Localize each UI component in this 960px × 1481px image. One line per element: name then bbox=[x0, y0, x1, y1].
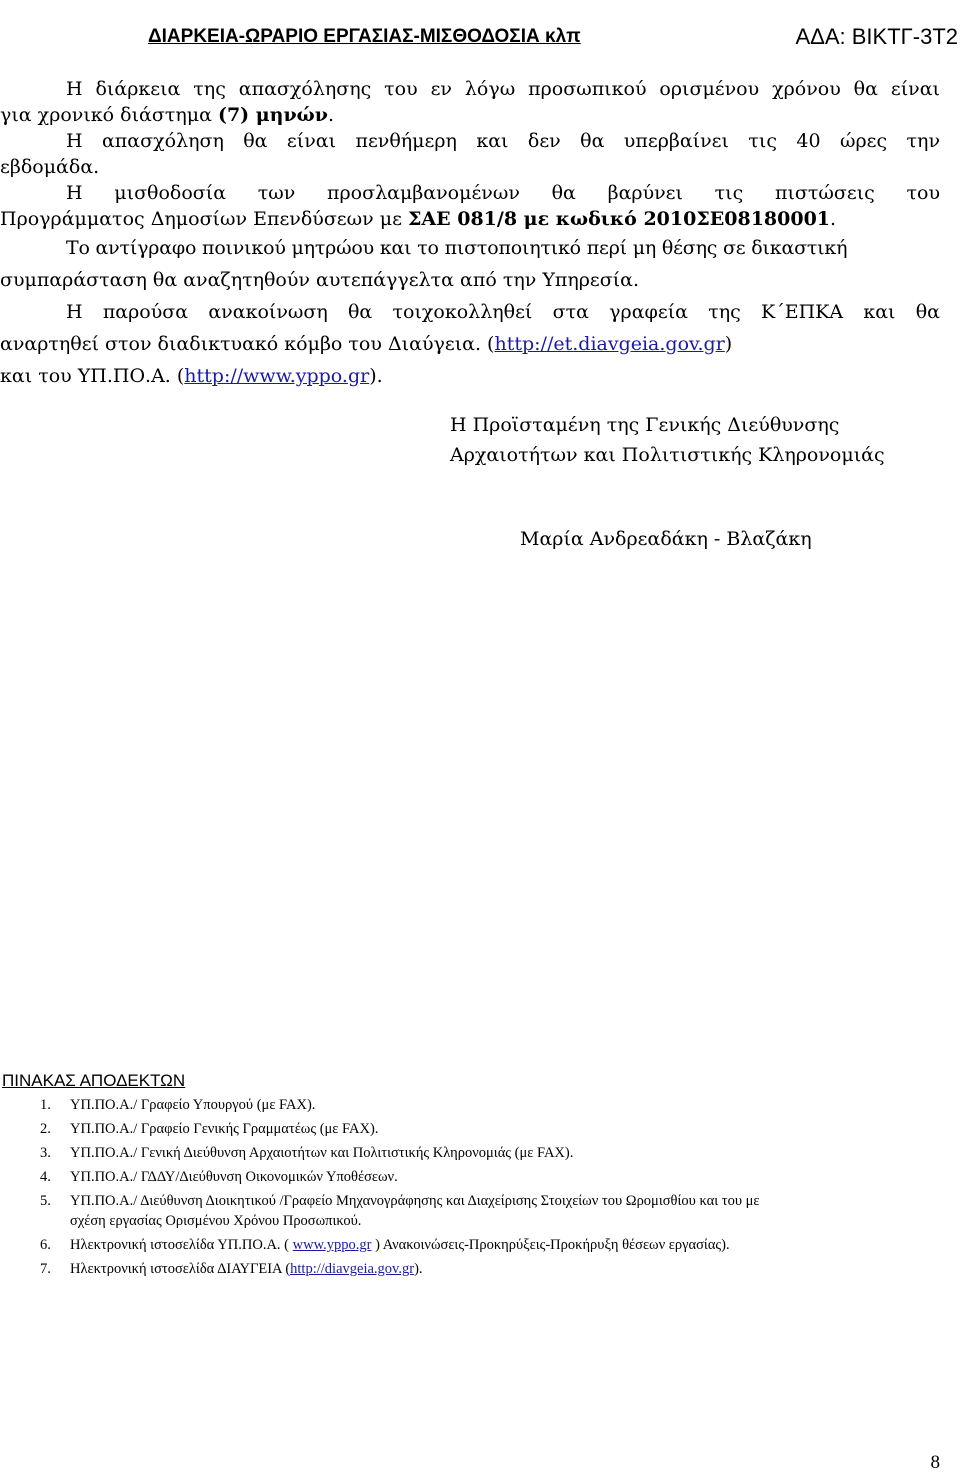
list-item: 4. ΥΠ.ΠΟ.Α./ ΓΔΔΥ/Διεύθυνση Οικονομικών Υποθέσεων. bbox=[40, 1169, 398, 1185]
paragraph-payroll-line2: Προγράμματος Δημοσίων Επενδύσεων με ΣΑΕ 081/8 με κωδικό 2010ΣΕ08180001. bbox=[0, 208, 837, 230]
signatory-name: Μαρία Ανδρεαδάκη - Βλαζάκη bbox=[520, 528, 812, 550]
paragraph-records-line1: Το αντίγραφο ποινικού μητρώου και το πιστοποιητικό περί μη θέσης σε δικαστική bbox=[66, 237, 848, 259]
paragraph-schedule-line1: Η απασχόληση θα είναι πενθήμερη και δεν θα υπερβαίνει τις 40 ώρες την bbox=[66, 130, 940, 152]
signature-title-line2: Αρχαιοτήτων και Πολιτιστικής Κληρονομιάς bbox=[450, 444, 885, 466]
diavgeia-link[interactable]: http://et.diavgeia.gov.gr bbox=[494, 333, 725, 355]
paragraph-posting-line1: Η παρούσα ανακοίνωση θα τοιχοκολληθεί στα γραφεία της Κ΄ΕΠΚΑ και θα bbox=[66, 301, 940, 323]
list-item: 2. ΥΠ.ΠΟ.Α./ Γραφείο Γενικής Γραμματέως (με FAX). bbox=[40, 1121, 379, 1137]
yppo-link-list[interactable]: www.yppo.gr bbox=[292, 1237, 372, 1253]
duration-months: (7) μηνών bbox=[217, 104, 328, 126]
signature-title-line1: Η Προϊσταμένη της Γενικής Διεύθυνσης bbox=[450, 414, 840, 436]
paragraph-duration-line1: Η διάρκεια της απασχόλησης του εν λόγω προσωπικού ορισμένου χρόνου θα είναι bbox=[66, 78, 940, 100]
document-body bbox=[0, 76, 940, 392]
ada-code: ΑΔΑ: ΒΙΚΤΓ-3Τ2 bbox=[795, 24, 958, 49]
list-item: 6. Ηλεκτρονική ιστοσελίδα ΥΠ.ΠΟ.Α. ( www.yppo.gr ) Ανακοινώσεις-Προκηρύξεις-Προκήρυξη θέσεων εργασίας). bbox=[40, 1237, 730, 1253]
list-item: 7. Ηλεκτρονική ιστοσελίδα ΔΙΑΥΓΕΙΑ (http://diavgeia.gov.gr). bbox=[40, 1261, 423, 1277]
paragraph-duration-line2: για χρονικό διάστημα (7) μηνών. bbox=[0, 104, 334, 126]
paragraph-posting-line2: αναρτηθεί στον διαδικτυακό κόμβο του Διαύγεια. (http://et.diavgeia.gov.gr) bbox=[0, 333, 733, 355]
paragraph-posting-line3: και του ΥΠ.ΠΟ.Α. (http://www.yppo.gr). bbox=[0, 365, 383, 387]
recipients-list bbox=[40, 1095, 942, 1283]
diavgeia-link-list[interactable]: http://diavgeia.gov.gr bbox=[290, 1261, 415, 1277]
list-item: 1. ΥΠ.ΠΟ.Α./ Γραφείο Υπουργού (με FAX). bbox=[40, 1097, 316, 1113]
paragraph-records-line2: συμπαράσταση θα αναζητηθούν αυτεπάγγελτα από την Υπηρεσία. bbox=[0, 269, 640, 291]
recipients-title: ΠΙΝΑΚΑΣ ΑΠΟΔΕΚΤΩΝ bbox=[2, 1071, 186, 1090]
section-title: ΔΙΑΡΚΕΙΑ-ΩΡΑΡΙΟ ΕΡΓΑΣΙΑΣ-ΜΙΣΘΟΔΟΣΙΑ κλπ bbox=[148, 26, 581, 47]
page-number: 8 bbox=[930, 1452, 940, 1473]
budget-code: ΣΑΕ 081/8 με κωδικό 2010ΣΕ08180001 bbox=[407, 208, 831, 230]
yppo-link[interactable]: http://www.yppo.gr bbox=[184, 365, 370, 387]
paragraph-schedule-line2: εβδομάδα. bbox=[0, 156, 100, 178]
paragraph-payroll-line1: Η μισθοδοσία των προσλαμβανομένων θα βαρύνει τις πιστώσεις του bbox=[66, 182, 940, 204]
list-item: 5. ΥΠ.ΠΟ.Α./ Διεύθυνση Διοικητικού /Γραφείο Μηχανογράφησης και Διαχείρισης Στοιχείων του Ωρομισθίου και του με σχέση εργασίας Ορισμένου Χρόνου Προσωπικού. bbox=[40, 1193, 760, 1229]
list-item: 3. ΥΠ.ΠΟ.Α./ Γενική Διεύθυνση Αρχαιοτήτων και Πολιτιστικής Κληρονομιάς (με FAX). bbox=[40, 1145, 574, 1161]
